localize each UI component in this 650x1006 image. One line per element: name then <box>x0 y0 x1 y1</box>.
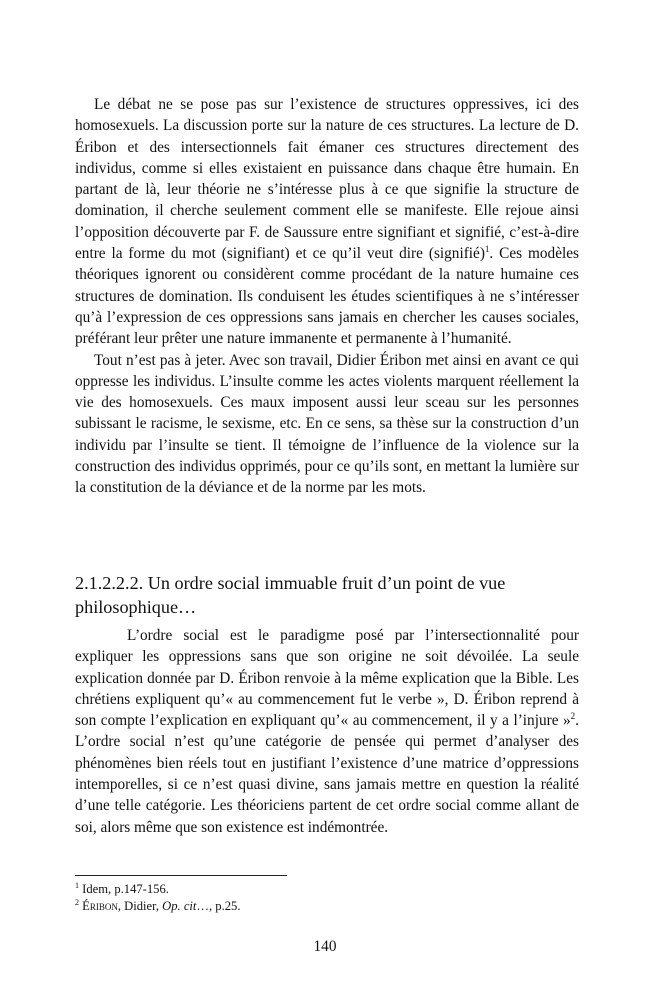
footnote-1-text: Idem, p.147-156. <box>82 882 169 896</box>
footnote-ref-2[interactable]: 2 <box>570 711 576 722</box>
footnote-separator <box>75 875 287 876</box>
footnote-ref-1[interactable]: 1 <box>484 244 490 255</box>
footnotes <box>75 881 475 915</box>
paragraph-2: Tout n’est pas à jeter. Avec son travail, Didier Éribon met ainsi en avant ce qui oppresse les individus. L’insulte comme les actes violents marquent réellement la vie des homosexuels. Ces maux imposent aussi leur sceau sur les personnes subissant le racisme, le sexisme, etc. En ce sens, sa thèse sur la construction d’un individu par l’insulte se tient. Il témoigne de l’influence de la violence sur la construction des individus opprimés, pour ce qu’ils sont, en mettant la lumière sur la constitution de la déviance et de la norme par les mots. <box>75 351 579 497</box>
paragraph-3-text-cont: . L’ordre social n’est qu’une catégorie de pensée qui permet d’analyser des phénomènes bien réels tout en justifiant l’existence d’une matrice d’oppressions intemporelles, si ce n’est quasi divine, sans jamais mettre en question la réalité d’une telle catégorie. Les théoriciens partent de cet ordre social comme allant de soi, alors même que son existence est indémontrée. <box>75 712 579 836</box>
section-body <box>75 625 579 838</box>
section-heading: 2.1.2.2.2. Un ordre social immuable fruit d’un point de vue philosophique… <box>75 573 506 617</box>
page-number: 140 <box>313 938 337 955</box>
footnote-1-number: 1 <box>75 881 79 890</box>
paragraph-1-text-cont: . Ces modèles théoriques ignorent ou considèrent comme procédant de la nature humaine ces structures de domination. Ils conduisent les études scientifiques à ne s’intéresser qu’à l’expression de ces oppressions sans jamais en chercher les causes sociales, préférant leur prêter une nature immanente et permanente à l’humanité. <box>75 245 579 348</box>
footnote-2-title: Op. cit <box>162 899 197 913</box>
footnote-2-number: 2 <box>75 898 79 907</box>
paragraph-3-text: L’ordre social est le paradigme posé par l’intersectionnalité pour expliquer les oppressions sans que son origine ne soit dévoilée. La seule explication donnée par D. Éribon renvoie à la même explication que la Bible. Les chrétiens expliquent qu’« au commencement fut le verbe », D. Éribon reprend à son compte l’explication en expliquant qu’« au commencement, il y a l’injure » <box>75 627 579 730</box>
footnote-1 <box>75 881 475 898</box>
footnote-2 <box>75 898 475 915</box>
paragraph-3 <box>75 625 579 838</box>
footnote-2-text-b: …, p.25. <box>196 899 241 913</box>
body-text <box>75 94 579 499</box>
footnote-2-text-a: , Didier, <box>117 899 163 913</box>
paragraph-1-text: Le débat ne se pose pas sur l’existence de structures oppressives, ici des homosexuels. La discussion porte sur la nature de ces structures. La lecture de D. Éribon et des intersectionnels fait émaner ces structures directement des individus, comme si elles existaient en puissance dans chaque être humain. En partant de là, leur théorie ne s’intéresse plus à ce que signifie la structure de domination, il cherche seulement comment elle se manifeste. Elle rejoue ainsi l’opposition découverte par F. de Saussure entre signifiant et signifié, c’est-à-dire entre la forme du mot (signifiant) et ce qu’il veut dire (signifié) <box>75 96 579 263</box>
footnote-2-author: Éribon <box>82 899 118 913</box>
paragraph-1 <box>75 94 579 350</box>
